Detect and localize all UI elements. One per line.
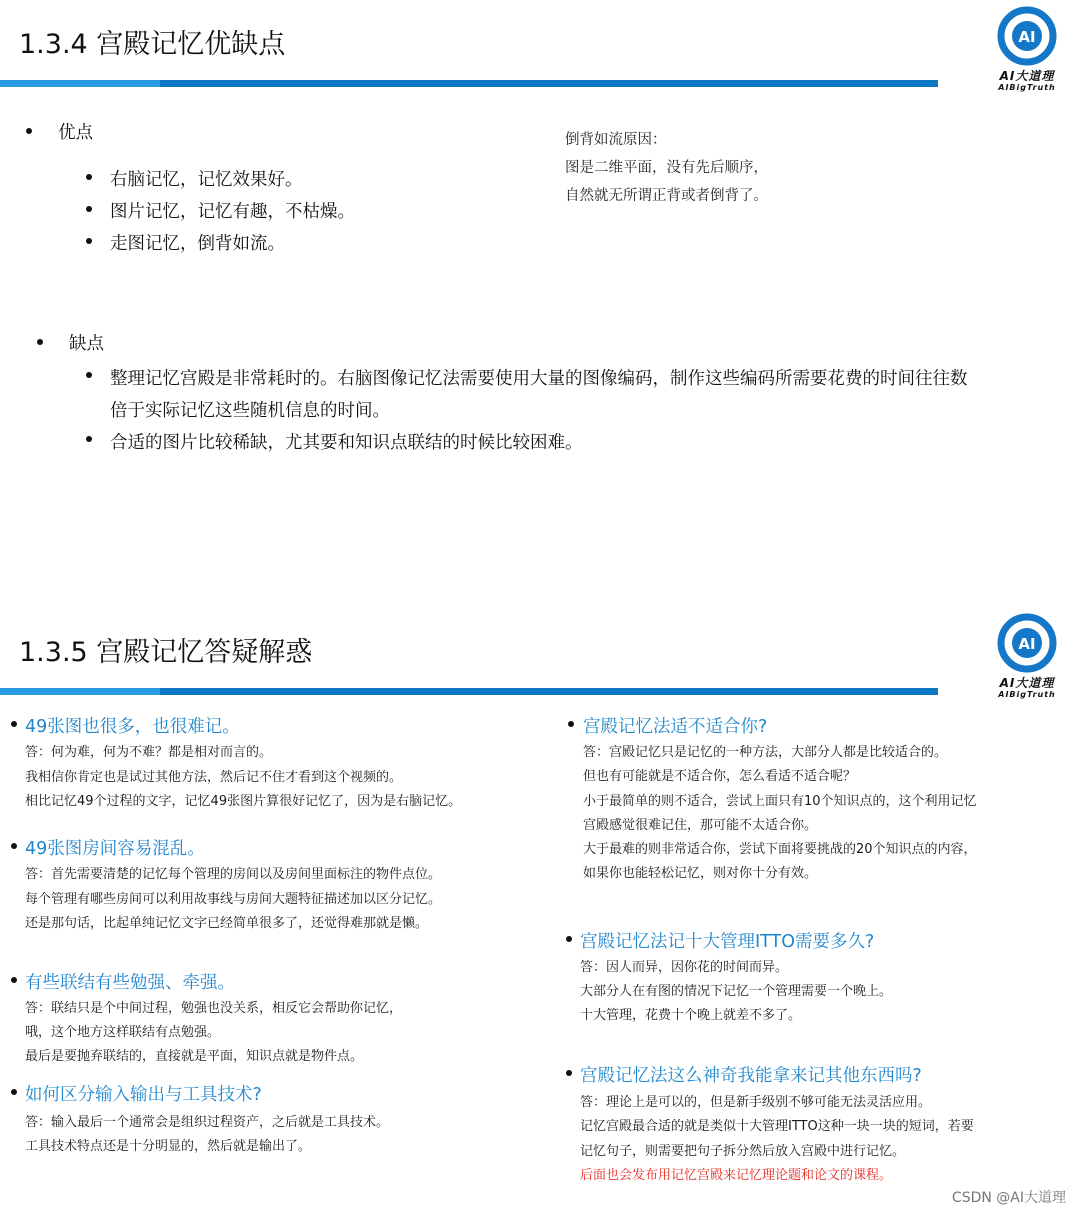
cons-heading: 缺点: [69, 334, 104, 354]
answer-line: 我相信你肯定也是试过其他方法，然后记不住才看到这个视频的。: [25, 770, 403, 785]
question: 宫殿记忆法适不适合你?: [583, 717, 768, 737]
svg-text:AI: AI: [1018, 28, 1036, 46]
cons-item: 整理记忆宫殿是非常耗时的。右脑图像记忆法需要使用大量的图像编码，制作这些编码所需要花费的时间往往数: [110, 369, 968, 389]
answer-line: 小于最简单的则不适合，尝试上面只有10个知识点的，这个利用记忆: [583, 794, 977, 809]
answer-line: 答：理论上是可以的，但是新手级别不够可能无法灵活应用。: [580, 1095, 932, 1110]
ai-logo-icon: [996, 5, 1058, 67]
note-line: 图是二维平面，没有先后顺序，: [565, 160, 768, 176]
section1-title: 1.3.4 宫殿记忆优缺点: [19, 29, 286, 60]
answer-line: 记忆宫殿最合适的就是类似十大管理ITTO这种一块一块的短词，若要: [580, 1119, 974, 1134]
bullet-dot: [86, 436, 92, 442]
answer-line: 答：因人而异，因你花的时间而异。: [580, 960, 789, 975]
title-underline: [160, 80, 938, 87]
question: 宫殿记忆法这么神奇我能拿来记其他东西吗?: [580, 1066, 922, 1086]
answer-line: 答：首先需要清楚的记忆每个管理的房间以及房间里面标注的物件点位。: [25, 867, 442, 882]
question: 49张图房间容易混乱。: [25, 839, 205, 859]
answer-line: 但也有可能就是不适合你，怎么看适不适合呢？: [583, 769, 857, 784]
answer-line: 大部分人在有图的情况下记忆一个管理需要一个晚上。: [580, 984, 893, 999]
svg-text:AI: AI: [1018, 635, 1036, 653]
title-underline-left: [0, 688, 160, 695]
answer-line: 哦，这个地方这样联结有点勉强。: [25, 1025, 221, 1040]
csdn-watermark: CSDN @AI大道理: [951, 1190, 1066, 1206]
note-line: 自然就无所谓正背或者倒背了。: [565, 188, 768, 204]
answer-line: 答：输入最后一个通常会是组织过程资产，之后就是工具技术。: [25, 1115, 390, 1130]
bullet-dot: [568, 721, 574, 727]
bullet-dot: [11, 721, 17, 727]
answer-line: 记忆句子，则需要把句子拆分然后放入宫殿中进行记忆。: [580, 1144, 906, 1159]
bullet-dot: [86, 372, 92, 378]
answer-line: 每个管理有哪些房间可以利用故事线与房间大题特征描述加以区分记忆。: [25, 892, 442, 907]
title-underline: [160, 688, 938, 695]
bullet-dot: [37, 339, 43, 345]
answer-line: 十大管理，花费十个晚上就差不多了。: [580, 1008, 802, 1023]
title-underline-left: [0, 80, 160, 87]
logo-cn-text: AI大道理: [999, 69, 1055, 83]
question: 如何区分输入输出与工具技术?: [25, 1085, 262, 1105]
bullet-dot: [566, 1070, 572, 1076]
pros-heading: 优点: [58, 123, 93, 143]
answer-line: 答：联结只是个中间过程，勉强也没关系，相反它会帮助你记忆，: [25, 1001, 403, 1016]
bullet-dot: [86, 174, 92, 180]
answer-line: 宫殿感觉很难记住，那可能不太适合你。: [583, 818, 818, 833]
pros-item: 图片记忆，记忆有趣，不枯燥。: [110, 202, 355, 222]
answer-line: 还是那句话，比起单纯记忆文字已经简单很多了，还觉得难那就是懒。: [25, 916, 429, 931]
bullet-dot: [86, 206, 92, 212]
ai-logo-icon: [996, 612, 1058, 674]
answer-line: 如果你也能轻松记忆，则对你十分有效。: [583, 866, 818, 881]
answer-line: 工具技术特点还是十分明显的，然后就是输出了。: [25, 1139, 312, 1154]
note-line: 倒背如流原因：: [565, 132, 667, 148]
logo-cn-text: AI大道理: [999, 676, 1055, 690]
section2-title: 1.3.5 宫殿记忆答疑解惑: [19, 637, 313, 668]
question: 宫殿记忆法记十大管理ITTO需要多久?: [580, 932, 875, 952]
pros-item: 走图记忆，倒背如流。: [110, 234, 285, 254]
brand-logo: [982, 612, 1072, 700]
bullet-dot: [11, 977, 17, 983]
answer-highlight: 后面也会发布用记忆宫殿来记忆理论题和论文的课程。: [580, 1168, 893, 1183]
bullet-dot: [26, 128, 32, 134]
question: 49张图也很多，也很难记。: [25, 717, 240, 737]
answer-line: 答：何为难，何为不难？都是相对而言的。: [25, 745, 273, 760]
cons-item: 合适的图片比较稀缺，尤其要和知识点联结的时候比较困难。: [110, 433, 583, 453]
cons-item-continued: 倍于实际记忆这些随机信息的时间。: [110, 401, 390, 421]
pros-item: 右脑记忆，记忆效果好。: [110, 170, 303, 190]
question: 有些联结有些勉强、牵强。: [25, 973, 235, 993]
bullet-dot: [566, 936, 572, 942]
bullet-dot: [11, 1089, 17, 1095]
logo-en-text: AIBigTruth: [998, 83, 1056, 92]
answer-line: 相比记忆49个过程的文字，记忆49张图片算很好记忆了，因为是右脑记忆。: [25, 794, 462, 809]
answer-line: 答：宫殿记忆只是记忆的一种方法，大部分人都是比较适合的。: [583, 745, 948, 760]
bullet-dot: [11, 843, 17, 849]
logo-en-text: AIBigTruth: [998, 690, 1056, 699]
answer-line: 最后是要抛弃联结的，直接就是平面，知识点就是物件点。: [25, 1049, 364, 1064]
brand-logo: [982, 5, 1072, 93]
bullet-dot: [86, 238, 92, 244]
answer-line: 大于最难的则非常适合你，尝试下面将要挑战的20个知识点的内容，: [583, 842, 977, 857]
